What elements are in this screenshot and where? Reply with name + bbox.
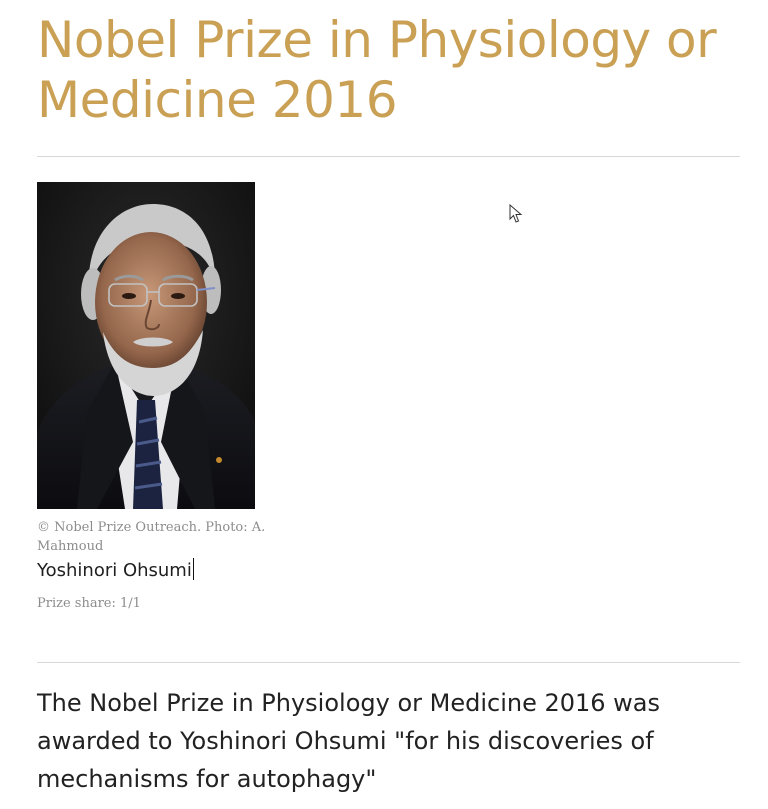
page-title: Nobel Prize in Physiology or Medicine 2016 [37, 11, 717, 129]
prize-motivation: The Nobel Prize in Physiology or Medicine 2016 was awarded to Yoshinori Ohsumi "for his discoveries of mechanisms for autophagy" [37, 689, 661, 793]
section-divider [37, 662, 740, 663]
laureate-name-line[interactable] [37, 558, 194, 584]
text-caret [193, 558, 194, 580]
laureate-name[interactable]: Yoshinori Ohsumi [37, 560, 192, 581]
photo-credit: © Nobel Prize Outreach. Photo: A. Mahmoud [37, 520, 266, 554]
laureate-portrait[interactable] [37, 182, 255, 509]
title-divider [37, 156, 740, 157]
prize-share: Prize share: 1/1 [37, 596, 141, 611]
arrow-cursor-icon [509, 204, 523, 224]
